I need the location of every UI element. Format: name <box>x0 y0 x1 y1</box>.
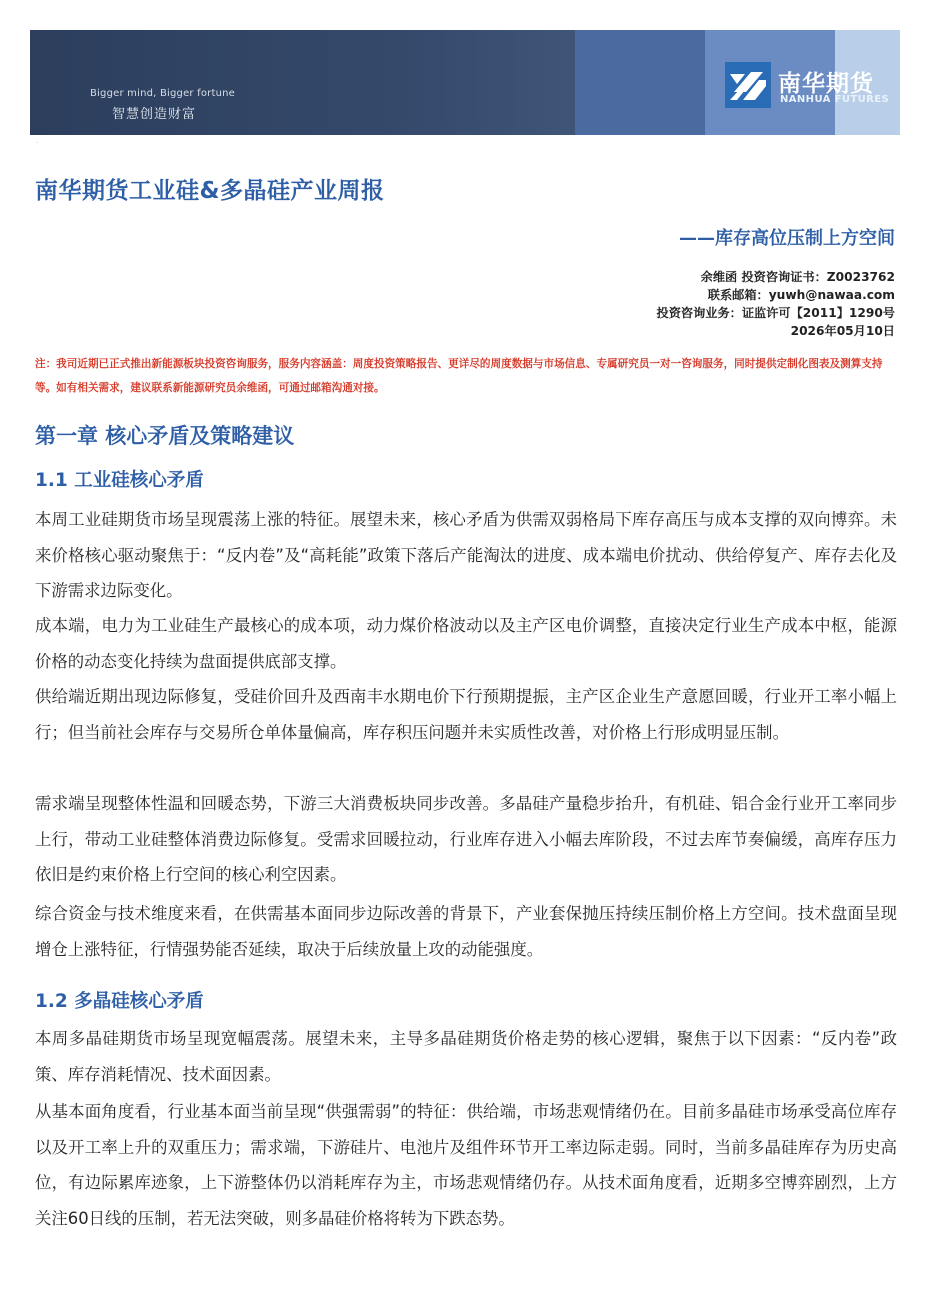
dot-mark: · <box>36 140 38 147</box>
logo-text-english: NANHUA FUTURES <box>780 94 890 105</box>
header-banner <box>30 30 900 135</box>
license-line: 投资咨询业务：证监许可【2011】1290号 <box>656 306 895 320</box>
banner-stripe <box>575 30 705 135</box>
report-date: 2026年05月10日 <box>790 324 895 338</box>
slogan-english: Bigger mind, Bigger fortune <box>90 88 236 99</box>
paragraph: 需求端呈现整体性温和回暖态势，下游三大消费板块同步改善。多晶硅产量稳步抬升，有机硅、铝合金行业开工率同步上行，带动工业硅整体消费边际修复。受需求回暖拉动，行业库存进入小幅去库阶段，不过去库节奏偏缓，高库存压力依旧是约束价格上行空间的核心利空因素。 <box>35 794 897 884</box>
nanhua-logo-icon <box>725 62 771 108</box>
paragraph: 从基本面角度看，行业基本面当前呈现“供强需弱”的特征：供给端，市场悲观情绪仍在。目前多晶硅市场承受高位库存以及开工率上升的双重压力；需求端，下游硅片、电池片及组件环节开工率边际走弱。同时，当前多晶硅库存为历史高位，有边际累库迹象，上下游整体仍以消耗库存为主，市场悲观情绪仍存。从技术面角度看，近期多空博弈剧烈，上方关注60日线的压制，若无法突破，则多晶硅价格将转为下跌态势。 <box>35 1102 897 1228</box>
slogan-chinese: 智慧创造财富 <box>112 107 197 122</box>
author-info <box>657 268 895 340</box>
section-heading-1-1: 1.1 工业硅核心矛盾 <box>35 470 204 491</box>
paragraph: 成本端，电力为工业硅生产最核心的成本项，动力煤价格波动以及主产区电价调整，直接决定行业生产成本中枢，能源价格的动态变化持续为盘面提供底部支撑。 <box>35 616 897 671</box>
paragraph: 本周多晶硅期货市场呈现宽幅震荡。展望未来，主导多晶硅期货价格走势的核心逻辑，聚焦于以下因素：“反内卷”政策、库存消耗情况、技术面因素。 <box>35 1029 897 1084</box>
logo-text-chinese: 南华期货 <box>778 71 874 97</box>
paragraph: 综合资金与技术维度来看，在供需基本面同步边际改善的背景下，产业套保抛压持续压制价格上方空间。技术盘面呈现增仓上涨特征，行情强势能否延续，取决于后续放量上攻的动能强度。 <box>35 904 897 959</box>
section-heading-1-2: 1.2 多晶硅核心矛盾 <box>35 991 204 1012</box>
analyst-line: 余维函 投资咨询证书：Z0023762 <box>700 270 895 284</box>
chapter-heading: 第一章 核心矛盾及策略建议 <box>35 424 295 448</box>
service-note: 注：我司近期已正式推出新能源板块投资咨询服务，服务内容涵盖：周度投资策略报告、更详尽的周度数据与市场信息、专属研究员一对一咨询服务，同时提供定制化图表及测算支持等。如有相关需求，建议联系新能源研究员余维函，可通过邮箱沟通对接。 <box>35 358 883 394</box>
report-title: 南华期货工业硅&多晶硅产业周报 <box>35 178 385 204</box>
report-subtitle: ——库存高位压制上方空间 <box>679 228 895 249</box>
paragraph: 本周工业硅期货市场呈现震荡上涨的特征。展望未来，核心矛盾为供需双弱格局下库存高压与成本支撑的双向博弈。未来价格核心驱动聚焦于：“反内卷”及“高耗能”政策下落后产能淘汰的进度、成本端电价扰动、供给停复产、库存去化及下游需求边际变化。 <box>35 510 897 600</box>
email-line: 联系邮箱：yuwh@nawaa.com <box>707 288 895 302</box>
paragraph: 供给端近期出现边际修复，受硅价回升及西南丰水期电价下行预期提振，主产区企业生产意愿回暖，行业开工率小幅上行；但当前社会库存与交易所仓单体量偏高，库存积压问题并未实质性改善，对价格上行形成明显压制。 <box>35 687 897 742</box>
